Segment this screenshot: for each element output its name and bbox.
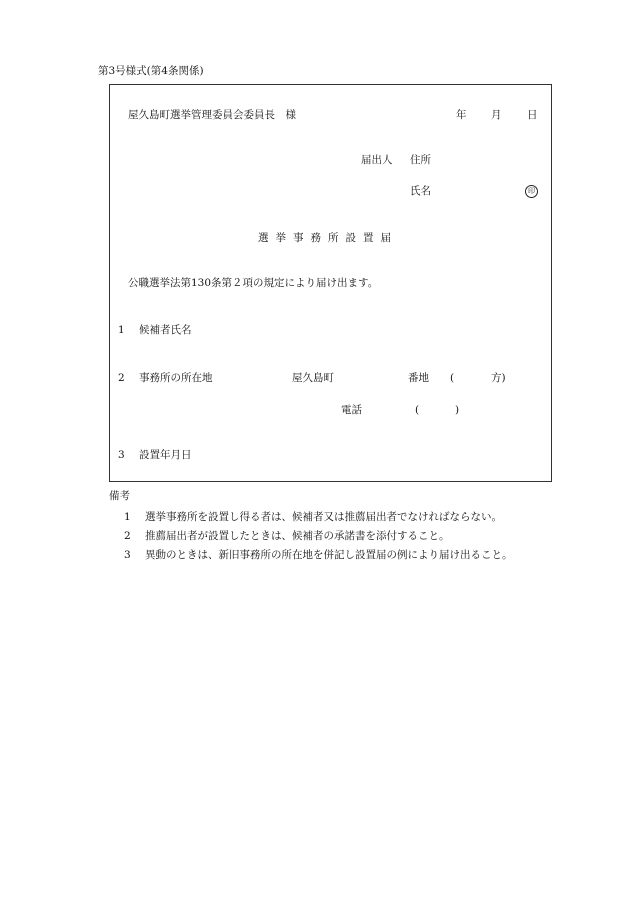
note-3-number: 3 <box>124 549 131 561</box>
notifier-label: 届出人 <box>361 154 393 166</box>
address-label: 住所 <box>410 154 431 166</box>
note-2-number: 2 <box>124 530 131 542</box>
care-of-close: 方) <box>491 372 506 384</box>
note-3-text: 異動のときは、新旧事務所の所在地を併記し設置届の例により届け出ること。 <box>145 549 513 561</box>
phone-close: ) <box>455 404 460 416</box>
item-1-number: 1 <box>118 324 125 336</box>
office-town: 屋久島町 <box>292 372 334 384</box>
note-2-text: 推薦届出者が設置したときは、候補者の承諾書を添付すること。 <box>145 530 450 542</box>
date-month-label: 月 <box>491 109 502 121</box>
care-of-open: ( <box>450 372 455 384</box>
name-label: 氏名 <box>410 185 431 197</box>
note-1-text: 選挙事務所を設置し得る者は、候補者又は推薦届出者でなければならない。 <box>145 511 502 523</box>
item-3-number: 3 <box>118 449 125 461</box>
form-number: 第3号様式(第4条関係) <box>98 65 204 77</box>
phone-label: 電話 <box>341 404 362 416</box>
form-title: 選挙事務所設置届 <box>258 232 398 244</box>
item-1-label: 候補者氏名 <box>139 324 192 336</box>
date-year-label: 年 <box>456 109 467 121</box>
form-box <box>109 84 552 482</box>
statement: 公職選挙法第130条第２項の規定により届け出ます。 <box>128 277 379 289</box>
item-3-label: 設置年月日 <box>139 449 192 461</box>
banchi-label: 番地 <box>408 372 429 384</box>
phone-open: ( <box>415 404 420 416</box>
note-1-number: 1 <box>124 511 131 523</box>
seal-mark-icon <box>525 185 538 198</box>
seal-mark: 印 <box>525 185 538 198</box>
notes-heading: 備考 <box>109 490 130 502</box>
date-day-label: 日 <box>527 109 538 121</box>
item-2-label: 事務所の所在地 <box>139 372 213 384</box>
item-2-number: 2 <box>118 372 125 384</box>
addressee: 屋久島町選挙管理委員会委員長 様 <box>128 109 296 121</box>
